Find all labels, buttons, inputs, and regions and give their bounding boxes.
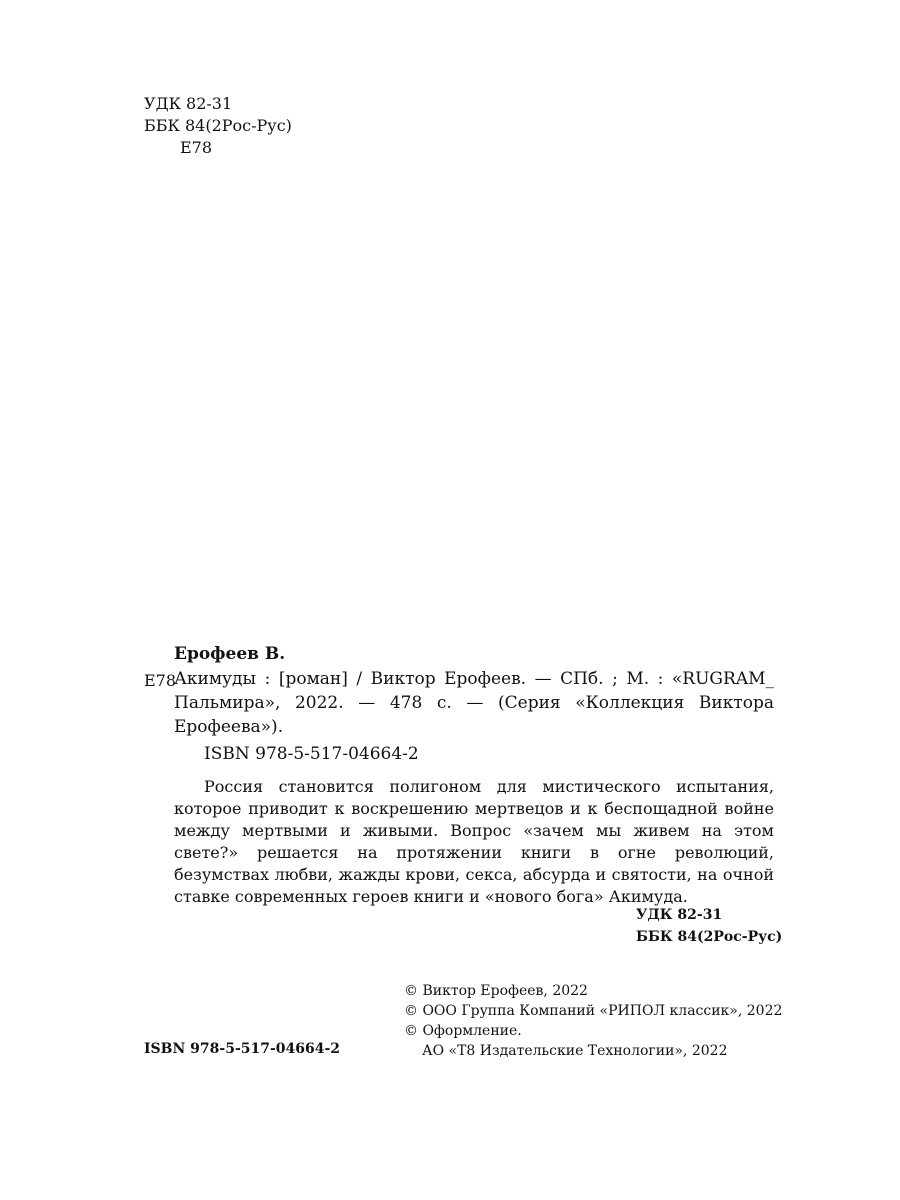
copyright-design-owner: АО «Т8 Издательские Технологии», 2022 [422,1043,728,1059]
copyright-author: © Виктор Ерофеев, 2022 [404,983,588,999]
copyright-design: © Оформление. [404,1023,522,1039]
footer-isbn: ISBN 978-5-517-04664-2 [144,1041,341,1057]
record-bbk: ББК 84(2Рос-Рус) [636,929,783,945]
record-author: Ерофеев В. [174,644,286,664]
record-annotation: Россия становится полигоном для мистического испытания, которое приводит к воскрешению мертвецов и к беспощадной войне между мертвыми и живыми. Вопрос «зачем мы живем на этом свете?» решается на протяжении книги в огне революций, безумствах любви, жажды крови, секса, абсурда и святости, на очной ставке современных героев книги и «нового бога» Акимуда. [174,777,774,906]
copyright-publisher: © ООО Группа Компаний «РИПОЛ классик», 2022 [404,1003,783,1019]
udk-code: УДК 82-31 [144,94,233,113]
record-isbn: ISBN 978-5-517-04664-2 [204,744,419,764]
copyright-block [404,981,782,1061]
record-description: Акимуды : [роман] / Виктор Ерофеев. — СПб. ; М. : «RUGRAM_ Пальмира», 2022. — 478 с. — (Серия «Коллекция Виктора Ерофеева»). [174,669,774,737]
record-classification [636,904,782,948]
bbk-code: ББК 84(2Рос-Рус) [144,116,292,135]
record-udk: УДК 82-31 [636,907,723,923]
classification-header [144,93,292,159]
record-author-mark: Е78 [144,671,177,690]
author-mark: Е78 [180,138,213,157]
